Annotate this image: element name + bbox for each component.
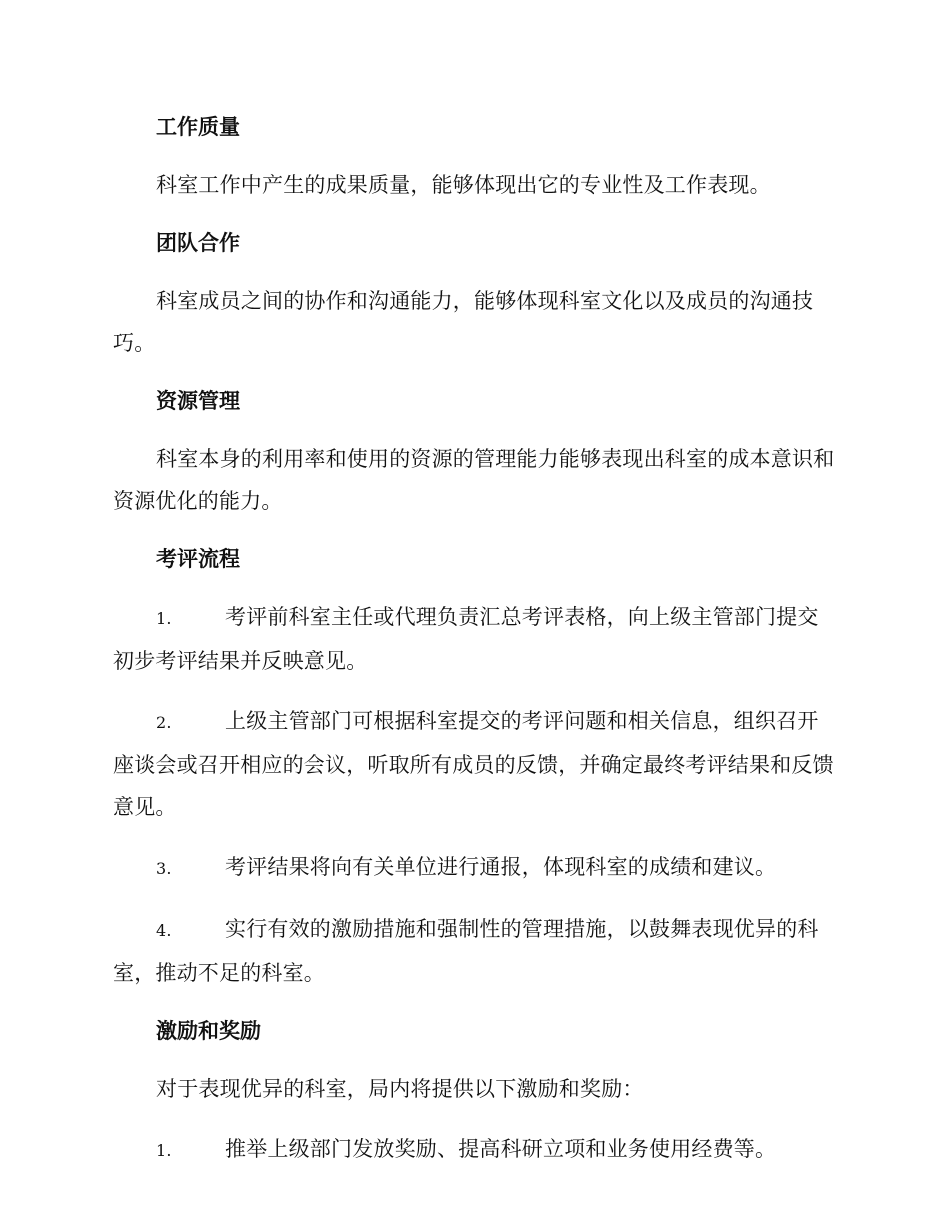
list-item-text: 推举上级部门发放奖励、提高科研立项和业务使用经费等。 [225, 1137, 777, 1161]
section-paragraph-incentives-intro: 对于表现优异的科室，局内将提供以下激励和奖励： [156, 1077, 644, 1101]
list-item-text: 实行有效的激励措施和强制性的管理措施，以鼓舞表现优异的科室，推动不足的科室。 [113, 917, 819, 985]
section-heading-evaluation-process: 考评流程 [156, 547, 240, 571]
list-item-number: 3. [156, 859, 172, 878]
section-heading-teamwork: 团队合作 [156, 231, 240, 255]
list-item-text: 上级主管部门可根据科室提交的考评问题和相关信息，组织召开座谈会或召开相应的会议，听取所有成员的反馈，并确定最终考评结果和反馈意见。 [113, 709, 834, 819]
section-paragraph-work-quality: 科室工作中产生的成果质量，能够体现出它的专业性及工作表现。 [156, 173, 771, 197]
list-item [113, 700, 837, 828]
list-item [113, 846, 837, 890]
section-paragraph-teamwork: 科室成员之间的协作和沟通能力，能够体现科室文化以及成员的沟通技巧。 [113, 289, 814, 355]
list-item [113, 596, 837, 682]
list-item-text: 考评前科室主任或代理负责汇总考评表格，向上级主管部门提交初步考评结果并反映意见。 [113, 605, 819, 673]
list-item-number: 1. [156, 609, 172, 628]
list-item-number: 4. [156, 921, 172, 940]
section-paragraph-resource-management: 科室本身的利用率和使用的资源的管理能力能够表现出科室的成本意识和资源优化的能力。 [113, 447, 835, 513]
document-body [113, 108, 837, 1190]
list-item-number: 2. [156, 713, 172, 732]
section-heading-resource-management: 资源管理 [156, 389, 240, 413]
section-heading-incentives-rewards: 激励和奖励 [156, 1019, 261, 1043]
list-item-number: 1. [156, 1141, 172, 1160]
list-item [113, 1128, 837, 1172]
list-item [113, 908, 837, 994]
list-item-text: 考评结果将向有关单位进行通报，体现科室的成绩和建议。 [225, 855, 777, 879]
section-heading-work-quality: 工作质量 [156, 115, 240, 139]
